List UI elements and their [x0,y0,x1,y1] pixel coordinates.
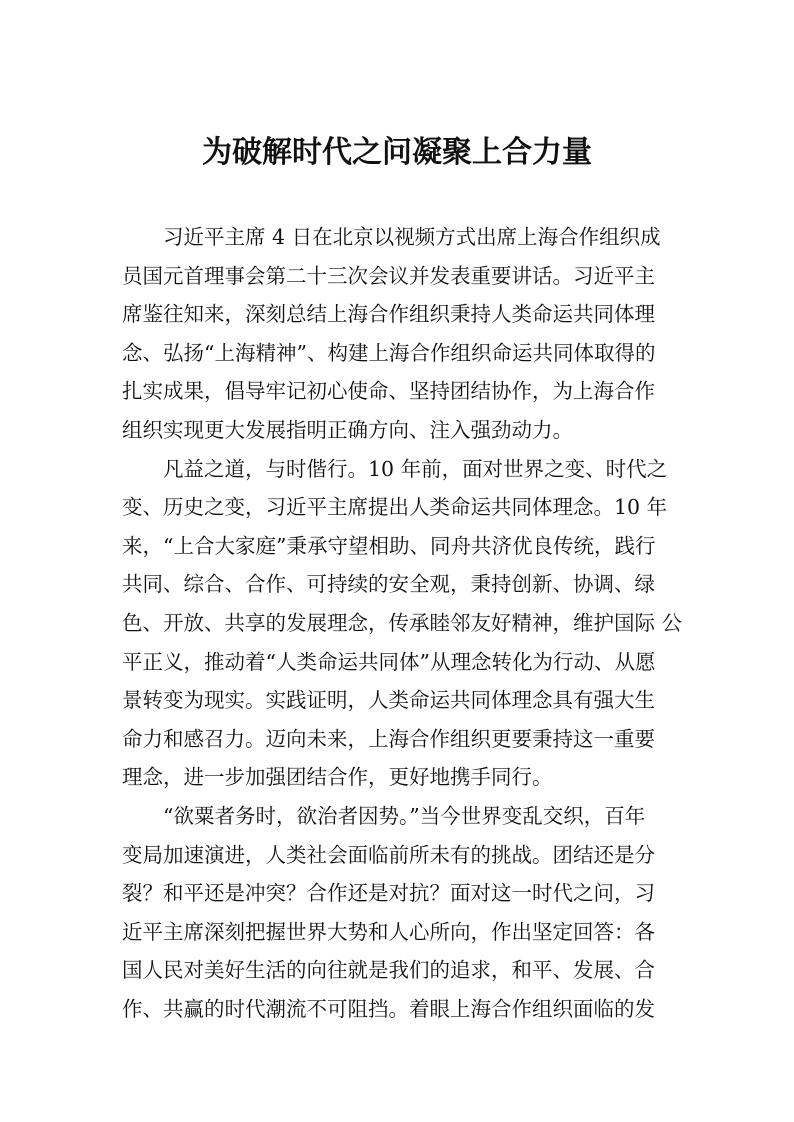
paragraph-3 [122,797,674,1029]
text-line: 变局加速演进，人类社会面临前所未有的挑战。团结还是分 [122,842,655,867]
article-body [122,218,683,1028]
text-line: 习近平主席 4 日在北京以视频方式出席上海合作组织成 [163,225,661,249]
paragraph-2 [122,450,683,797]
text-line: 理念，进一步加强团结合作，更好地携手同行。 [122,765,553,790]
text-line: 凡益之道，与时偕行。10 年前，面对世界之变、时代之 [163,456,668,481]
paragraph-1 [122,218,674,450]
text-line: 共同、综合、合作、可持续的安全观，秉持创新、协调、绿 [122,572,655,597]
article-title: 为破解时代之问凝聚上合力量 [202,135,592,170]
text-line: 色、开放、共享的发展理念，传承睦邻友好精神，维护国际 公 [122,610,683,635]
text-line: 国人民对美好生活的向往就是我们的追求，和平、发展、合 [122,958,655,983]
text-line: 扎实成果，倡导牢记初心使命、坚持团结协作，为上海合作 [122,379,655,404]
text-line: 作、共赢的时代潮流不可阻挡。着眼上海合作组织面临的发 [122,996,655,1021]
text-line: 近平主席深刻把握世界大势和人心所向，作出坚定回答：各 [122,919,655,944]
text-line: 变、历史之变，习近平主席提出人类命运共同体理念。10 年 [122,495,668,520]
text-line: 席鉴往知来，深刻总结上海合作组织秉持人类命运共同体理 [122,302,655,327]
text-line: 念、弘扬“上海精神”、构建上海合作组织命运共同体取得的 [122,340,656,365]
text-line: 景转变为现实。实践证明，人类命运共同体理念具有强大生 [122,688,655,713]
text-line: “欲粟者务时，欲治者因势。”当今世界变乱交织，百年 [163,803,646,828]
text-line: 裂？和平还是冲突？合作还是对抗？面对这一时代之问，习 [122,881,655,906]
text-line: 员国元首理事会第二十三次会议并发表重要讲话。习近平主 [122,263,655,288]
text-line: 组织实现更大发展指明正确方向、注入强劲动力。 [122,417,573,442]
text-line: 平正义，推动着“人类命运共同体”从理念转化为行动、从愿 [122,649,656,674]
text-line: 来，“上合大家庭”秉承守望相助、同舟共济优良传统，践行 [122,533,656,558]
text-line: 命力和感召力。迈向未来，上海合作组织更要秉持这一重要 [122,726,655,751]
